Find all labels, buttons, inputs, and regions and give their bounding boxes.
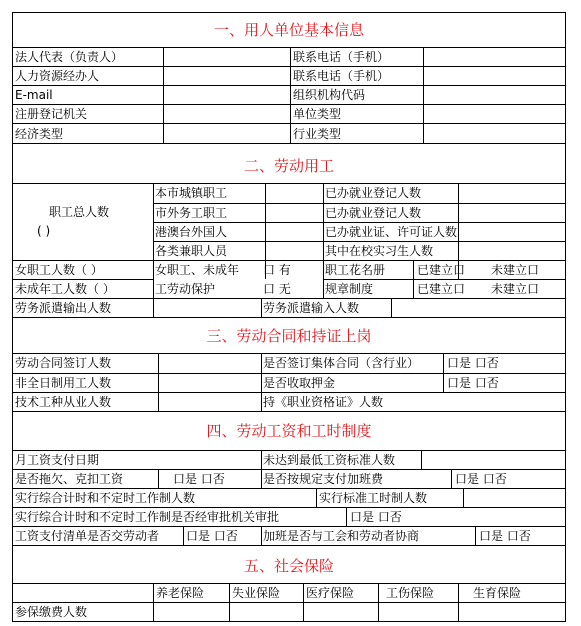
deposit-yes-no[interactable]: 口是 口否 [447, 376, 499, 390]
roster-built-checkbox[interactable]: 已建立口 [417, 263, 466, 277]
nonlocal-label: 市外务工职工 [155, 206, 228, 220]
rule [378, 583, 379, 621]
rule [451, 469, 452, 488]
rule [13, 279, 153, 280]
wage-list-yes-no[interactable]: 口是 口否 [186, 529, 238, 543]
rules-built-checkbox[interactable]: 已建立口 [417, 282, 466, 296]
contracts-label: 劳动合同签订人数 [15, 356, 112, 370]
below-min-label: 未达到最低工资标准人数 [263, 453, 396, 467]
org-code-label: 组织机构代码 [293, 88, 366, 102]
rule [13, 507, 565, 508]
email-label: E-mail [15, 88, 53, 102]
rule [443, 353, 444, 392]
tech-workers-label: 技术工种从业人数 [15, 395, 112, 409]
rule [323, 183, 324, 298]
comprehensive-label: 实行综合计时和不定时工作制人数 [15, 491, 196, 505]
interns-label: 其中在校实习生人数 [325, 244, 434, 258]
approved-yes-no[interactable]: 口是 口否 [350, 510, 402, 524]
rule [13, 66, 565, 67]
rule [423, 47, 424, 143]
rule [229, 583, 230, 621]
phone1-label: 联系电话（手机） [293, 50, 390, 64]
rule [153, 222, 565, 223]
negotiate-label: 加班是否与工会和劳动者协商 [263, 529, 420, 543]
rule [13, 353, 565, 354]
pay-date-label: 月工资支付日期 [15, 453, 100, 467]
negotiate-yes-no[interactable]: 口是 口否 [479, 529, 531, 543]
maternity-header: 生育保险 [473, 586, 522, 600]
collective-yes-no[interactable]: 口是 口否 [447, 356, 499, 370]
rule [13, 47, 565, 48]
employer-info-form [12, 12, 566, 622]
rule [13, 583, 565, 584]
industry-type-label: 行业类型 [293, 127, 342, 141]
phone2-label: 联系电话（手机） [293, 69, 390, 83]
rule [153, 203, 565, 204]
overtime-label: 是否按规定支付加班费 [263, 472, 384, 486]
reg-employed2-label: 已办就业登记人数 [325, 206, 422, 220]
rule [183, 526, 184, 545]
rule [346, 507, 347, 526]
female-workers-label: 女职工人数（ ） [15, 263, 103, 277]
rule [13, 183, 565, 184]
rule [13, 545, 565, 546]
deposit-label: 是否收取押金 [263, 376, 336, 390]
rule [13, 123, 565, 124]
arrears-yes-no[interactable]: 口是 口否 [173, 472, 225, 486]
part-time-label: 各类兼职人员 [155, 244, 228, 258]
injury-header: 工伤保险 [386, 586, 435, 600]
protect-none-checkbox[interactable]: 口 无 [263, 282, 291, 296]
hk-foreign-label: 港澳台外国人 [155, 225, 228, 239]
unit-type-label: 单位类型 [293, 107, 342, 121]
arrears-label: 是否拖欠、克扣工资 [15, 472, 124, 486]
rule [163, 47, 164, 143]
section4-title: 四、劳动工资和工时制度 [206, 422, 372, 440]
roster-label: 职工花名册 [325, 263, 386, 277]
rule [261, 353, 262, 411]
rule [153, 183, 154, 298]
rule [13, 392, 565, 393]
cert-holders-label: 持《职业资格证》人数 [263, 395, 384, 409]
rule [458, 583, 459, 621]
rule [153, 241, 565, 242]
econ-type-label: 经济类型 [15, 127, 64, 141]
insured-label: 参保缴费人数 [15, 605, 88, 619]
rule [13, 450, 565, 451]
protect-label-1: 女职工、未成年 [155, 263, 240, 277]
rule [316, 488, 317, 507]
reg-authority-label: 注册登记机关 [15, 107, 88, 121]
pension-header: 养老保险 [156, 586, 205, 600]
rule [13, 373, 565, 374]
rule [13, 469, 565, 470]
rule [13, 298, 565, 299]
permits-label: 已办就业证、许可证人数 [325, 225, 458, 239]
rule [261, 526, 262, 545]
collective-label: 是否签订集体合同（含行业） [263, 356, 420, 370]
wage-list-label: 工资支付清单是否交劳动者 [15, 529, 160, 543]
reg-employed1-label: 已办就业登记人数 [325, 186, 422, 200]
rule [153, 583, 154, 621]
dispatch-out-label: 劳务派遣输出人数 [15, 301, 112, 315]
rule [13, 104, 565, 105]
overtime-yes-no[interactable]: 口是 口否 [455, 472, 507, 486]
rule [13, 602, 565, 603]
roster-unbuilt-checkbox[interactable]: 未建立口 [491, 263, 540, 277]
rule [13, 526, 565, 527]
rule [421, 450, 422, 469]
dispatch-in-label: 劳务派遣输入人数 [263, 301, 360, 315]
rule [13, 317, 565, 318]
medical-header: 医疗保险 [306, 586, 355, 600]
rule [290, 47, 291, 143]
rule [463, 488, 464, 507]
rule [261, 298, 262, 317]
rule [323, 279, 565, 280]
rule [158, 469, 159, 488]
non-fulltime-label: 非全日制用工人数 [15, 376, 112, 390]
legal-rep-label: 法人代表（负责人） [15, 50, 124, 64]
total-workers-paren: ( ) [37, 224, 51, 238]
section5-title: 五、社会保险 [243, 557, 334, 575]
rule [13, 488, 565, 489]
rule [153, 298, 154, 317]
minors-label: 未成年工人数（ ） [15, 282, 115, 296]
rule [13, 85, 565, 86]
rule [261, 450, 262, 488]
rule [413, 260, 414, 298]
rule [303, 583, 304, 621]
standard-label: 实行标准工时制人数 [319, 491, 428, 505]
rules-label: 规章制度 [325, 282, 374, 296]
rule [475, 526, 476, 545]
section1-title: 一、用人单位基本信息 [213, 21, 364, 39]
hr-manager-label: 人力资源经办人 [15, 69, 100, 83]
rules-unbuilt-checkbox[interactable]: 未建立口 [491, 282, 540, 296]
local-urban-label: 本市城镇职工 [155, 186, 228, 200]
protect-has-checkbox[interactable]: 口 有 [263, 263, 291, 277]
rule [158, 353, 159, 411]
rule [391, 298, 392, 317]
protect-label-2: 工劳动保护 [155, 282, 216, 296]
rule [13, 260, 565, 261]
unemployment-header: 失业保险 [232, 586, 281, 600]
approved-label: 实行综合计时和不定时工作制是否经审批机关审批 [15, 510, 280, 524]
rule [13, 143, 565, 144]
rule [13, 411, 565, 412]
total-workers-label: 职工总人数 [49, 205, 110, 219]
section2-title: 二、劳动用工 [243, 157, 334, 175]
section3-title: 三、劳动合同和持证上岗 [206, 327, 372, 345]
